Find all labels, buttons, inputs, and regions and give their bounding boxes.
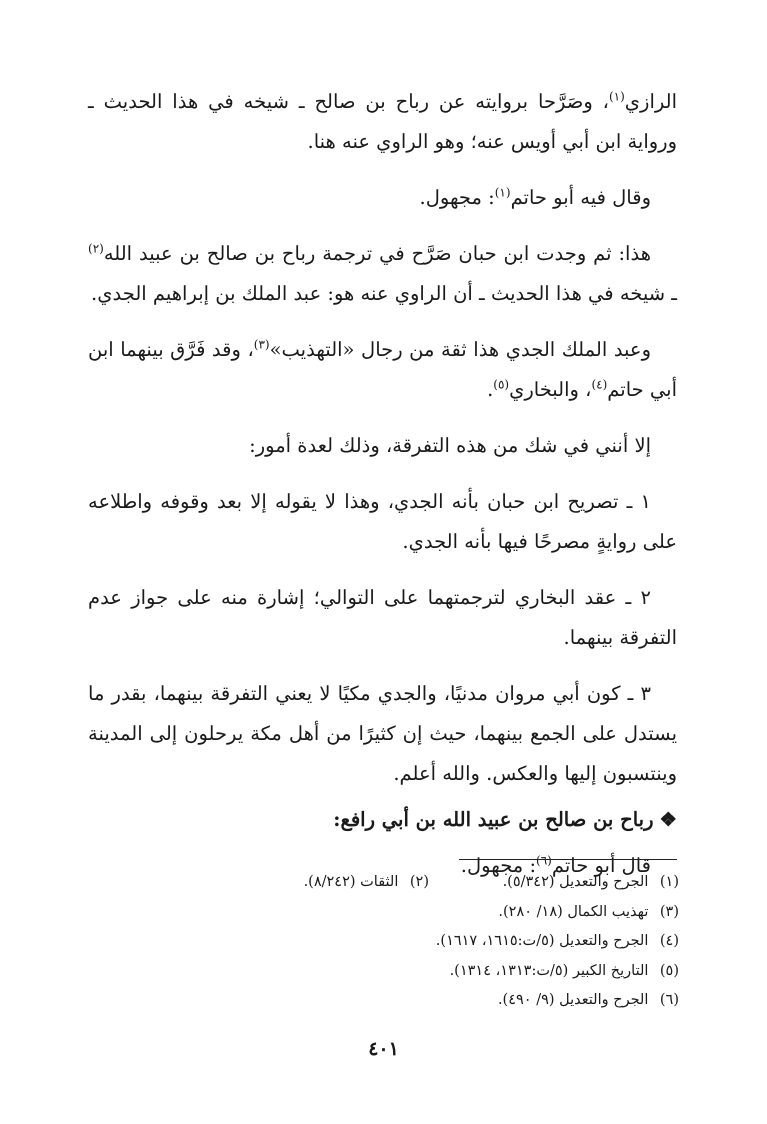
text: الرازي	[624, 90, 677, 113]
footnote-row	[150, 927, 679, 957]
footnote-number: (٣)	[659, 903, 679, 920]
text: هذا: ثم وجدت ابن حبان صَرَّح في ترجمة رباح بن صالح بن عبيد الله	[103, 242, 651, 265]
footnote-number: (١)	[659, 874, 679, 890]
footnote-text: الجرح والتعديل (٥/٣٤٢).	[502, 874, 649, 890]
footnote-text: الجرح والتعديل (٥/ت:١٦١٥، ١٦١٧).	[435, 933, 649, 949]
text: ـ شيخه في هذا الحديث ـ أن الراوي عنه هو: عبد الملك بن إبراهيم الجدي.	[91, 282, 677, 305]
text: وعبد الملك الجدي هذا ثقة من رجال «التهذيب»	[269, 338, 651, 361]
footnote-item	[450, 957, 679, 987]
footnote-row	[150, 986, 679, 1016]
footnote-item	[429, 868, 679, 898]
footnote-ref[interactable]: (٦)	[536, 853, 552, 868]
footnote-item	[304, 868, 429, 898]
footnote-ref[interactable]: (٣)	[253, 337, 270, 352]
footnote-number: (٦)	[659, 992, 679, 1008]
heading-text: رباح بن صالح بن عبيد الله بن أبي رافع:	[333, 808, 654, 831]
footnote-ref[interactable]: (١)	[608, 89, 625, 104]
footnote-row	[150, 898, 679, 928]
text: وقال فيه أبو حاتم	[510, 186, 651, 209]
footnote-text: تهذيب الكمال (١٨/ ٢٨٠).	[498, 903, 649, 920]
page-number: ٤٠١	[368, 1038, 399, 1060]
footnote-text: الثقات (٨/٢٤٢).	[303, 874, 399, 890]
footnote-row	[150, 957, 679, 987]
footnote-item	[498, 986, 679, 1016]
footnotes	[150, 868, 679, 1016]
footnote-separator	[459, 859, 677, 860]
text: قال أبو حاتم	[551, 854, 651, 877]
text: ، والبخاري	[509, 378, 592, 401]
footnote-item	[436, 927, 679, 957]
text: .	[487, 378, 494, 401]
paragraph: ٢ ـ عقد البخاري لترجمتهما على التوالي؛ إشارة منه على جواز عدم التفرقة بينهما.	[88, 586, 677, 649]
text: ، وصَرَّحا بروايته عن رباح بن صالح ـ شيخه في هذا الحديث ـ ورواية ابن أبي أويس عنه؛ وهو الراوي عنه هنا.	[88, 90, 677, 153]
footnote-item	[498, 898, 679, 928]
paragraph: ٣ ـ كون أبي مروان مدنيًا، والجدي مكيًا لا يعني التفرقة بينهما، بقدر ما يستدل على الجمع بينهما، حيث إن كثيرًا من أهل مكة يرحلون إلى المدينة وينتسبون إليها والعكس. والله أعلم.	[88, 682, 677, 785]
section-heading	[88, 800, 677, 840]
paragraph	[88, 330, 677, 410]
text: ، وقد فَرَّق بينهما ابن أبي حاتم	[88, 338, 677, 401]
diamond-bullet-icon: ❖	[659, 808, 677, 831]
footnote-text: الجرح والتعديل (٩/ ٤٩٠).	[497, 992, 649, 1008]
footnote-text: التاريخ الكبير (٥/ت:١٣١٣، ١٣١٤).	[449, 962, 649, 979]
main-text	[88, 82, 677, 902]
footnote-number: (٢)	[409, 874, 429, 890]
footnote-number: (٤)	[659, 933, 679, 949]
text: : مجهول.	[460, 854, 537, 877]
paragraph	[88, 178, 677, 218]
paragraph	[88, 82, 677, 162]
paragraph: إلا أنني في شك من هذه التفرقة، وذلك لعدة أمور:	[249, 434, 651, 457]
footnote-number: (٥)	[659, 962, 679, 979]
footnote-row	[150, 868, 679, 898]
footnote-ref[interactable]: (١)	[494, 185, 511, 200]
text: : مجهول.	[419, 186, 495, 209]
footnote-ref[interactable]: (٥)	[493, 377, 510, 392]
footnote-ref[interactable]: (٤)	[591, 377, 608, 392]
footnote-ref[interactable]: (٢)	[88, 241, 104, 256]
paragraph: ١ ـ تصريح ابن حبان بأنه الجدي، وهذا لا يقوله إلا بعد وقوفه واطلاعه على روايةٍ مصرحًا فيها بأنه الجدي.	[88, 490, 677, 553]
paragraph	[88, 234, 677, 314]
